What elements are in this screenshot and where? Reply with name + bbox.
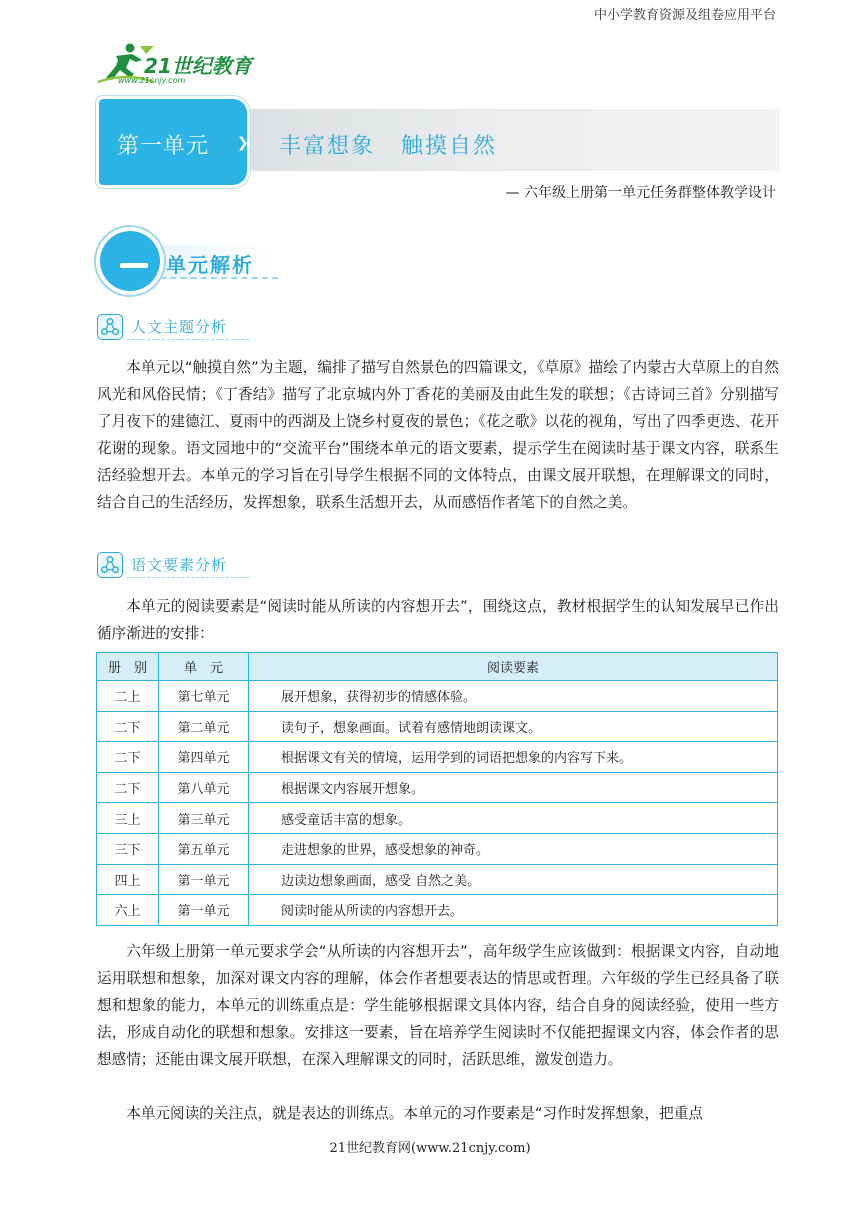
table-row bbox=[97, 711, 778, 742]
humanities-paragraph: 本单元以“触摸自然”为主题，编排了描写自然景色的四篇课文，《草原》描绘了内蒙古大草原上的自然风光和风俗民情；《丁香结》描写了北京城内外丁香花的美丽及由此生发的联想；《古诗词三首》分别描写了月夜下的建德江、夏雨中的西湖及上饶乡村夏夜的景色；《花之歌》以花的视角，写出了四季更迭、花开花谢的现象。语文园地中的“交流平台”围绕本单元的语文要素，提示学生在阅读时基于课文内容，联系生活经验想开去。本单元的学习旨在引导学生根据不同的文体特点，由课文展开联想，在理解课文的同时，结合自己的生活经历，发挥想象，联系生活想开去，从而感悟作者笔下的自然之美。 bbox=[97, 359, 779, 511]
table-cell-unit: 第七单元 bbox=[159, 681, 249, 712]
unit-title-part2: 触摸自然 bbox=[401, 134, 498, 159]
unit-title bbox=[279, 129, 497, 160]
table-cell-volume: 四上 bbox=[97, 864, 159, 895]
table-cell-volume: 二上 bbox=[97, 681, 159, 712]
table-row bbox=[97, 895, 778, 926]
table-cell-unit: 第一单元 bbox=[159, 895, 249, 926]
table-cell-unit: 第三单元 bbox=[159, 803, 249, 834]
table-cell-requirement: 边读边想象画面，感受 自然之美。 bbox=[249, 864, 778, 895]
table-cell-volume: 三上 bbox=[97, 803, 159, 834]
reading-elements-table bbox=[96, 652, 778, 926]
heading-underline bbox=[127, 339, 249, 340]
section-number-badge bbox=[100, 231, 160, 291]
table-row bbox=[97, 742, 778, 773]
language-heading-label: 语文要素分析 bbox=[131, 556, 228, 574]
humanities-heading bbox=[97, 312, 257, 344]
section-number bbox=[120, 263, 148, 268]
table-header-volume: 册 别 bbox=[97, 653, 159, 681]
table-cell-unit: 第四单元 bbox=[159, 742, 249, 773]
table-cell-volume: 二下 bbox=[97, 711, 159, 742]
humanities-heading-label: 人文主题分析 bbox=[131, 318, 228, 336]
analysis-paragraph-1: 六年级上册第一单元要求学会“从所读的内容想开去”，高年级学生应该做到：根据课文内容，自动地运用联想和想象，加深对课文内容的理解，体会作者想要表达的情思或哲理。六年级的学生已经具备了联想和想象的能力，本单元的训练重点是：学生能够根据课文具体内容，结合自身的阅读经验，使用一些方法，形成自动化的联想和想象。安排这一要素，旨在培养学生阅读时不仅能把握课文内容，体会作者的思想感情；还能由课文展开联想，在深入理解课文的同时，活跃思维，激发创造力。 bbox=[97, 943, 779, 1068]
table-row bbox=[97, 803, 778, 834]
table-cell-volume: 六上 bbox=[97, 895, 159, 926]
unit-title-part1: 丰富想象 bbox=[279, 134, 376, 159]
table-row bbox=[97, 833, 778, 864]
language-intro: 本单元的阅读要素是“阅读时能从所读的内容想开去”，围绕这点，教材根据学生的认知发展早已作出循序渐进的安排： bbox=[97, 598, 779, 642]
table-cell-requirement: 感受童话丰富的想象。 bbox=[249, 803, 778, 834]
table-cell-volume: 二下 bbox=[97, 742, 159, 773]
language-heading bbox=[97, 550, 257, 582]
logo-name: 21世纪教育 bbox=[144, 54, 252, 78]
unit-banner bbox=[97, 97, 780, 190]
chevron-right-icon: ❯ bbox=[237, 135, 249, 151]
unit-subtitle: — 六年级上册第一单元任务群整体教学设计 bbox=[505, 185, 776, 201]
table-row bbox=[97, 864, 778, 895]
network-icon bbox=[97, 552, 123, 578]
section-title: 单元解析 bbox=[166, 253, 254, 277]
unit-label: 第一单元 bbox=[117, 134, 210, 159]
table-cell-volume: 三下 bbox=[97, 833, 159, 864]
brand-logo bbox=[96, 40, 266, 88]
table-header-unit: 单 元 bbox=[159, 653, 249, 681]
table-cell-unit: 第二单元 bbox=[159, 711, 249, 742]
table-cell-unit: 第五单元 bbox=[159, 833, 249, 864]
table-header-requirement: 阅读要素 bbox=[249, 653, 778, 681]
table-row bbox=[97, 772, 778, 803]
table-cell-requirement: 根据课文内容展开想象。 bbox=[249, 772, 778, 803]
unit-label-box bbox=[99, 99, 247, 185]
page-footer: 21世纪教育网(www.21cnjy.com) bbox=[329, 1141, 531, 1156]
heading-underline bbox=[127, 577, 249, 578]
table-cell-volume: 二下 bbox=[97, 772, 159, 803]
logo-url: www.21cnjy.com bbox=[118, 76, 186, 85]
table-header-row bbox=[97, 653, 778, 681]
table-cell-unit: 第一单元 bbox=[159, 864, 249, 895]
table-cell-requirement: 展开想象，获得初步的情感体验。 bbox=[249, 681, 778, 712]
section-heading bbox=[96, 227, 280, 297]
table-cell-unit: 第八单元 bbox=[159, 772, 249, 803]
table-row bbox=[97, 681, 778, 712]
table-cell-requirement: 走进想象的世界，感受想象的神奇。 bbox=[249, 833, 778, 864]
table-cell-requirement: 读句子，想象画面。试着有感情地朗读课文。 bbox=[249, 711, 778, 742]
platform-header: 中小学教育资源及组卷应用平台 bbox=[593, 8, 776, 23]
table-cell-requirement: 阅读时能从所读的内容想开去。 bbox=[249, 895, 778, 926]
analysis-paragraph-2: 本单元阅读的关注点，就是表达的训练点。本单元的习作要素是“习作时发挥想象，把重点 bbox=[126, 1105, 703, 1122]
network-icon bbox=[97, 314, 123, 340]
table-cell-requirement: 根据课文有关的情境，运用学到的词语把想象的内容写下来。 bbox=[249, 742, 778, 773]
